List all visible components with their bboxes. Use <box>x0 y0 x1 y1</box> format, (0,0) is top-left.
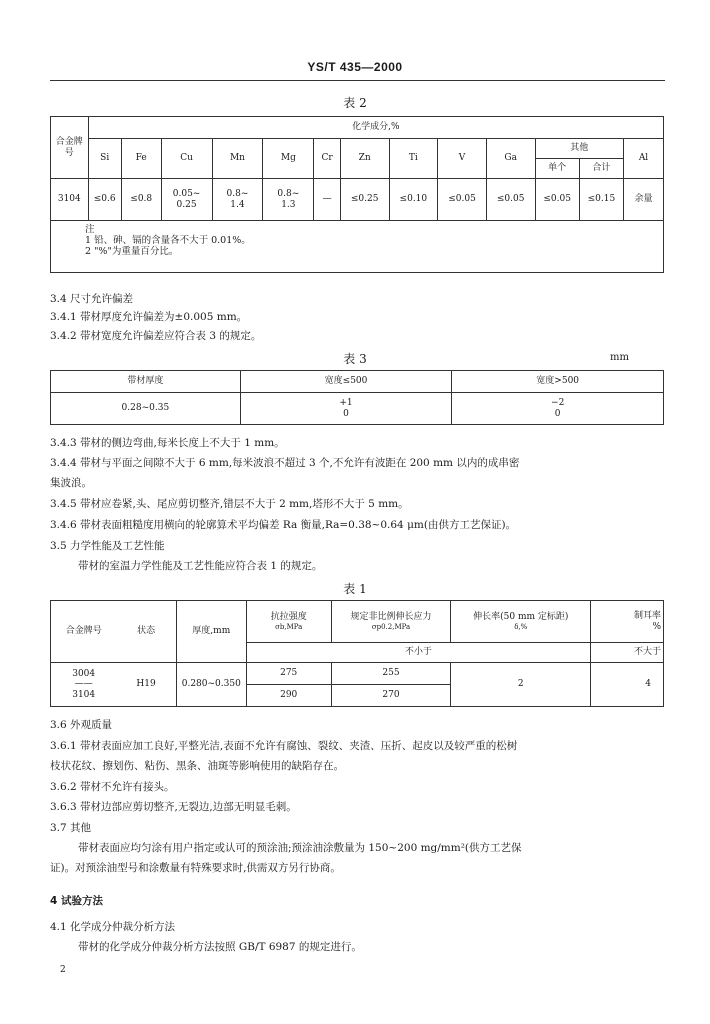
t2-h-single: 单个 <box>535 159 579 179</box>
t2-h-other: 其他 <box>535 139 624 159</box>
t2-si: ≤0.6 <box>88 179 121 221</box>
section-4: 4 试验方法 <box>50 895 103 907</box>
t3-w1-top: +1 <box>339 398 353 409</box>
t3-w1 <box>240 393 452 425</box>
t1-tensile-2: 290 <box>246 685 331 707</box>
t1-h-elong-unit: δ,% <box>514 622 528 631</box>
t2-h-chem: 化学成分,% <box>88 117 663 139</box>
t3-w2-bot: 0 <box>554 408 561 419</box>
t2-h-mn: Mn <box>212 139 263 179</box>
t1-h-ear-unit: % <box>652 621 661 632</box>
t2-h-ga: Ga <box>486 139 535 179</box>
t1-h-elong-name: 伸长率(50 mm 定标距) <box>473 612 569 623</box>
section-3-6: 3.6 外观质量 <box>50 719 113 731</box>
table2-caption: 表 2 <box>343 96 367 110</box>
t2-h-mg: Mg <box>263 139 314 179</box>
section-3-4-1: 3.4.1 带材厚度允许偏差为±0.005 mm。 <box>50 311 248 323</box>
section-3-4-4-line1: 3.4.4 带材与平面之间隙不大于 6 mm,每米波浪不超过 3 个,不允许有波距在 200 mm 以内的成串密 <box>50 457 520 469</box>
t2-fe: ≤0.8 <box>121 179 161 221</box>
header-rule <box>50 80 665 81</box>
t2-zn: ≤0.25 <box>340 179 389 221</box>
section-3-4-4-line2: 集波浪。 <box>50 477 92 489</box>
t1-ear: 4 <box>591 663 664 707</box>
t2-ga: ≤0.05 <box>486 179 535 221</box>
t1-alloy-top: 3004 <box>72 668 96 679</box>
t1-alloy-bot: 3104 <box>72 689 96 700</box>
t1-tensile-1: 275 <box>246 663 331 685</box>
t3-w1-bot: 0 <box>343 408 349 419</box>
section-3-4-6: 3.4.6 带材表面粗糙度用横向的轮廓算术平均偏差 Ra 衡量,Ra=0.38~0.64 μm(由供方工艺保证)。 <box>50 519 517 531</box>
t2-cr: — <box>314 179 341 221</box>
t1-h-elong <box>451 601 591 643</box>
table1-mechanical-properties <box>50 600 664 707</box>
t2-alloy: 3104 <box>51 179 89 221</box>
t1-elong: 2 <box>451 663 591 707</box>
section-3-4-5: 3.4.5 带材应卷紧,头、尾应剪切整齐,错层不大于 2 mm,塔形不大于 5 mm。 <box>50 498 409 510</box>
t2-h-fe: Fe <box>121 139 161 179</box>
t2-cu-min: 0.05~ <box>172 189 201 200</box>
t2-h-ti: Ti <box>389 139 438 179</box>
table3-width-tolerance <box>50 370 664 425</box>
section-3-6-1-line1: 3.6.1 带材表面应加工良好,平整光洁,表面不允许有腐蚀、裂纹、夹渣、压折、起皮以及较严重的松树 <box>50 740 518 752</box>
t1-h-ear <box>591 601 664 643</box>
t2-h-cr: Cr <box>314 139 341 179</box>
t2-h-total: 合计 <box>579 159 623 179</box>
t2-cu-max: 0.25 <box>176 199 197 210</box>
t2-mg-min: 0.8~ <box>277 189 300 200</box>
t2-mn <box>212 179 263 221</box>
page-number: 2 <box>60 965 66 975</box>
section-3-7: 3.7 其他 <box>50 822 92 834</box>
t1-yield-1: 255 <box>331 663 451 685</box>
t2-h-cu: Cu <box>161 139 212 179</box>
t1-h-yield-unit: σp0.2,MPa <box>371 622 411 631</box>
t3-h-thick: 带材厚度 <box>51 371 241 393</box>
section-3-7-line2: 证)。对预涂油型号和涂敷量有特殊要求时,供需双方另行协商。 <box>50 862 341 874</box>
section-3-4-2: 3.4.2 带材宽度允许偏差应符合表 3 的规定。 <box>50 330 262 342</box>
table3-caption: 表 3 <box>343 352 367 366</box>
t1-h-temper: 状态 <box>116 601 176 663</box>
section-3-6-2: 3.6.2 带材不允许有接头。 <box>50 781 175 793</box>
t2-ti: ≤0.10 <box>389 179 438 221</box>
table2-chemical-composition <box>50 116 664 273</box>
t2-mn-min: 0.8~ <box>226 189 249 200</box>
document-header: YS/T 435—2000 <box>307 60 403 74</box>
t2-note-title: 注 <box>85 224 95 235</box>
t1-h-alloy: 合金牌号 <box>51 601 117 663</box>
section-4-1: 4.1 化学成分仲裁分析方法 <box>50 921 176 933</box>
table3-unit: mm <box>610 352 629 363</box>
t2-single: ≤0.05 <box>535 179 579 221</box>
t1-thick: 0.280~0.350 <box>176 663 246 707</box>
t1-alloy <box>51 663 117 707</box>
t2-h-v: V <box>438 139 487 179</box>
t2-mn-max: 1.4 <box>230 199 245 210</box>
t2-cu <box>161 179 212 221</box>
t3-h-w1: 宽度≤500 <box>240 371 452 393</box>
section-3-4-3: 3.4.3 带材的侧边弯曲,每米长度上不大于 1 mm。 <box>50 437 285 449</box>
t2-total: ≤0.15 <box>579 179 623 221</box>
t2-note-1: 1 铅、砷、镉的含量各不大于 0.01%。 <box>85 234 251 246</box>
t2-v: ≤0.05 <box>438 179 487 221</box>
section-3-4: 3.4 尺寸允许偏差 <box>50 293 134 305</box>
t1-h-notmore: 不大于 <box>591 643 664 663</box>
t1-h-tensile-unit: σb,MPa <box>275 622 303 631</box>
t2-notes <box>51 221 664 273</box>
t1-h-yield <box>331 601 451 643</box>
t2-h-zn: Zn <box>340 139 389 179</box>
t2-h-alloy: 合金牌号 <box>51 117 89 179</box>
t2-al: 余量 <box>624 179 664 221</box>
t3-w2 <box>452 393 664 425</box>
t3-thick: 0.28~0.35 <box>51 393 241 425</box>
t1-h-ear-name: 制耳率 <box>633 611 661 622</box>
t2-h-al: Al <box>624 139 664 179</box>
section-3-6-1-line2: 枝状花纹、擦划伤、粘伤、黑条、油斑等影响使用的缺陷存在。 <box>50 760 344 772</box>
section-4-1-para: 带材的化学成分仲裁分析方法按照 GB/T 6987 的规定进行。 <box>78 941 362 953</box>
t1-h-thick: 厚度,mm <box>176 601 246 663</box>
table1-caption: 表 1 <box>343 582 367 596</box>
t2-mg <box>263 179 314 221</box>
section-3-5-para: 带材的室温力学性能及工艺性能应符合表 1 的规定。 <box>78 560 323 572</box>
t2-note-2: 2 "%"为重量百分比。 <box>85 245 179 257</box>
t3-w2-top: −2 <box>551 398 565 409</box>
section-3-5: 3.5 力学性能及工艺性能 <box>50 540 165 552</box>
t2-h-si: Si <box>88 139 121 179</box>
t1-yield-2: 270 <box>331 685 451 707</box>
section-3-6-3: 3.6.3 带材边部应剪切整齐,无裂边,边部无明显毛刺。 <box>50 801 297 813</box>
t1-h-yield-name: 规定非比例伸长应力 <box>350 612 432 623</box>
t1-h-tensile-name: 抗拉强度 <box>270 612 307 623</box>
t1-temper: H19 <box>116 663 176 707</box>
t1-h-notless: 不小于 <box>246 643 590 663</box>
t3-h-w2: 宽度>500 <box>452 371 664 393</box>
t2-mg-max: 1.3 <box>281 199 296 210</box>
section-3-7-line1: 带材表面应均匀涂有用户指定或认可的预涂油;预涂油涂敷量为 150~200 mg/mm²(供方工艺保 <box>78 842 522 854</box>
t1-h-tensile <box>246 601 331 643</box>
t1-alloy-sep: —— <box>74 679 93 690</box>
